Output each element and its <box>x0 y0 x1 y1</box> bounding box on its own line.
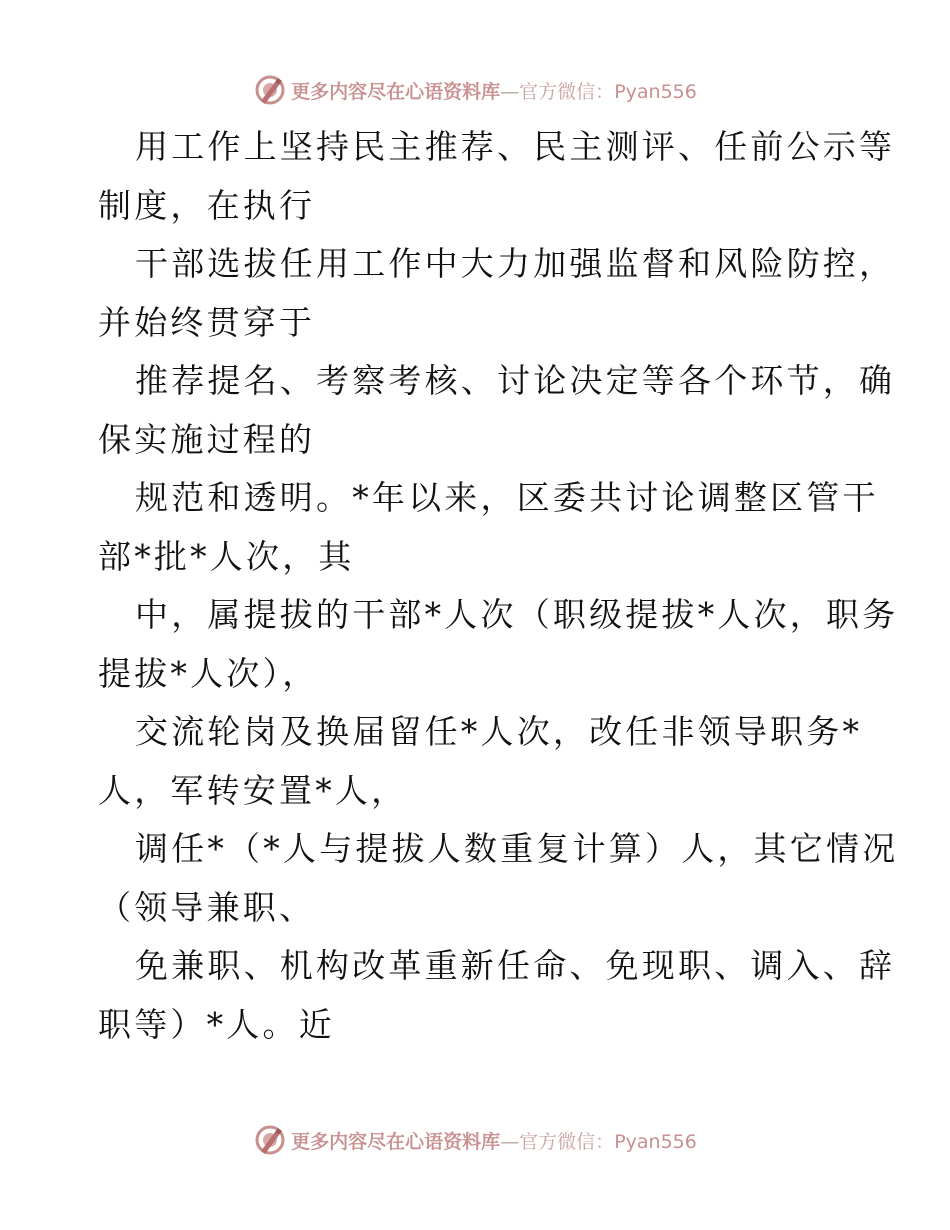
watermark-wechat-id: Pyan556 <box>614 80 697 103</box>
paragraph-line: 并始终贯穿于 <box>98 302 316 342</box>
watermark-separator: — <box>500 80 520 103</box>
paragraph-line: 人，军转安置*人， <box>98 770 408 810</box>
watermark-separator: — <box>500 1130 520 1153</box>
paragraph-line: 部*批*人次，其 <box>98 536 355 576</box>
document-body <box>98 118 899 1054</box>
watermark-secondary-text: 官方微信： <box>519 1130 615 1153</box>
paragraph <box>98 118 896 235</box>
paragraph-line: 交流轮岗及换届留任*人次，改任非领导职务* <box>135 712 863 751</box>
header-watermark-text <box>291 77 697 104</box>
paragraph <box>98 235 896 352</box>
paragraph-line: 推荐提名、考察考核、讨论决定等各个环节，确 <box>135 361 896 400</box>
paragraph-line: 免兼职、机构改革重新任命、免现职、调入、辞 <box>135 946 896 985</box>
paragraph-line: 调任*（*人与提拔人数重复计算）人，其它情况 <box>135 829 899 868</box>
paragraph-line: 用工作上坚持民主推荐、民主测评、任前公示等 <box>135 127 896 166</box>
paragraph-line: （领导兼职、 <box>98 887 316 927</box>
watermark-main-text: 更多内容尽在心语资料库 <box>291 80 501 103</box>
paragraph <box>98 352 896 469</box>
pen-seal-icon <box>253 1123 287 1157</box>
paragraph <box>98 469 879 586</box>
paragraph <box>98 937 896 1054</box>
paragraph-line: 中，属提拔的干部*人次（职级提拔*人次，职务 <box>135 595 899 634</box>
pen-seal-icon <box>253 73 287 107</box>
header-watermark-banner <box>0 70 950 110</box>
footer-watermark-text <box>291 1127 697 1154</box>
paragraph-line: 制度，在执行 <box>98 185 316 225</box>
paragraph <box>98 586 899 703</box>
paragraph-line: 规范和透明。*年以来，区委共讨论调整区管干 <box>135 478 879 517</box>
paragraph-line: 职等）*人。近 <box>98 1004 335 1044</box>
paragraph-line: 保实施过程的 <box>98 419 316 459</box>
paragraph-line: 干部选拔任用工作中大力加强监督和风险防控， <box>135 244 896 283</box>
watermark-secondary-text: 官方微信： <box>519 80 615 103</box>
paragraph <box>98 703 863 820</box>
watermark-wechat-id: Pyan556 <box>614 1130 697 1153</box>
footer-watermark-banner <box>0 1120 950 1160</box>
watermark-main-text: 更多内容尽在心语资料库 <box>291 1130 501 1153</box>
paragraph-line: 提拔*人次）， <box>98 653 319 693</box>
paragraph <box>98 820 899 937</box>
